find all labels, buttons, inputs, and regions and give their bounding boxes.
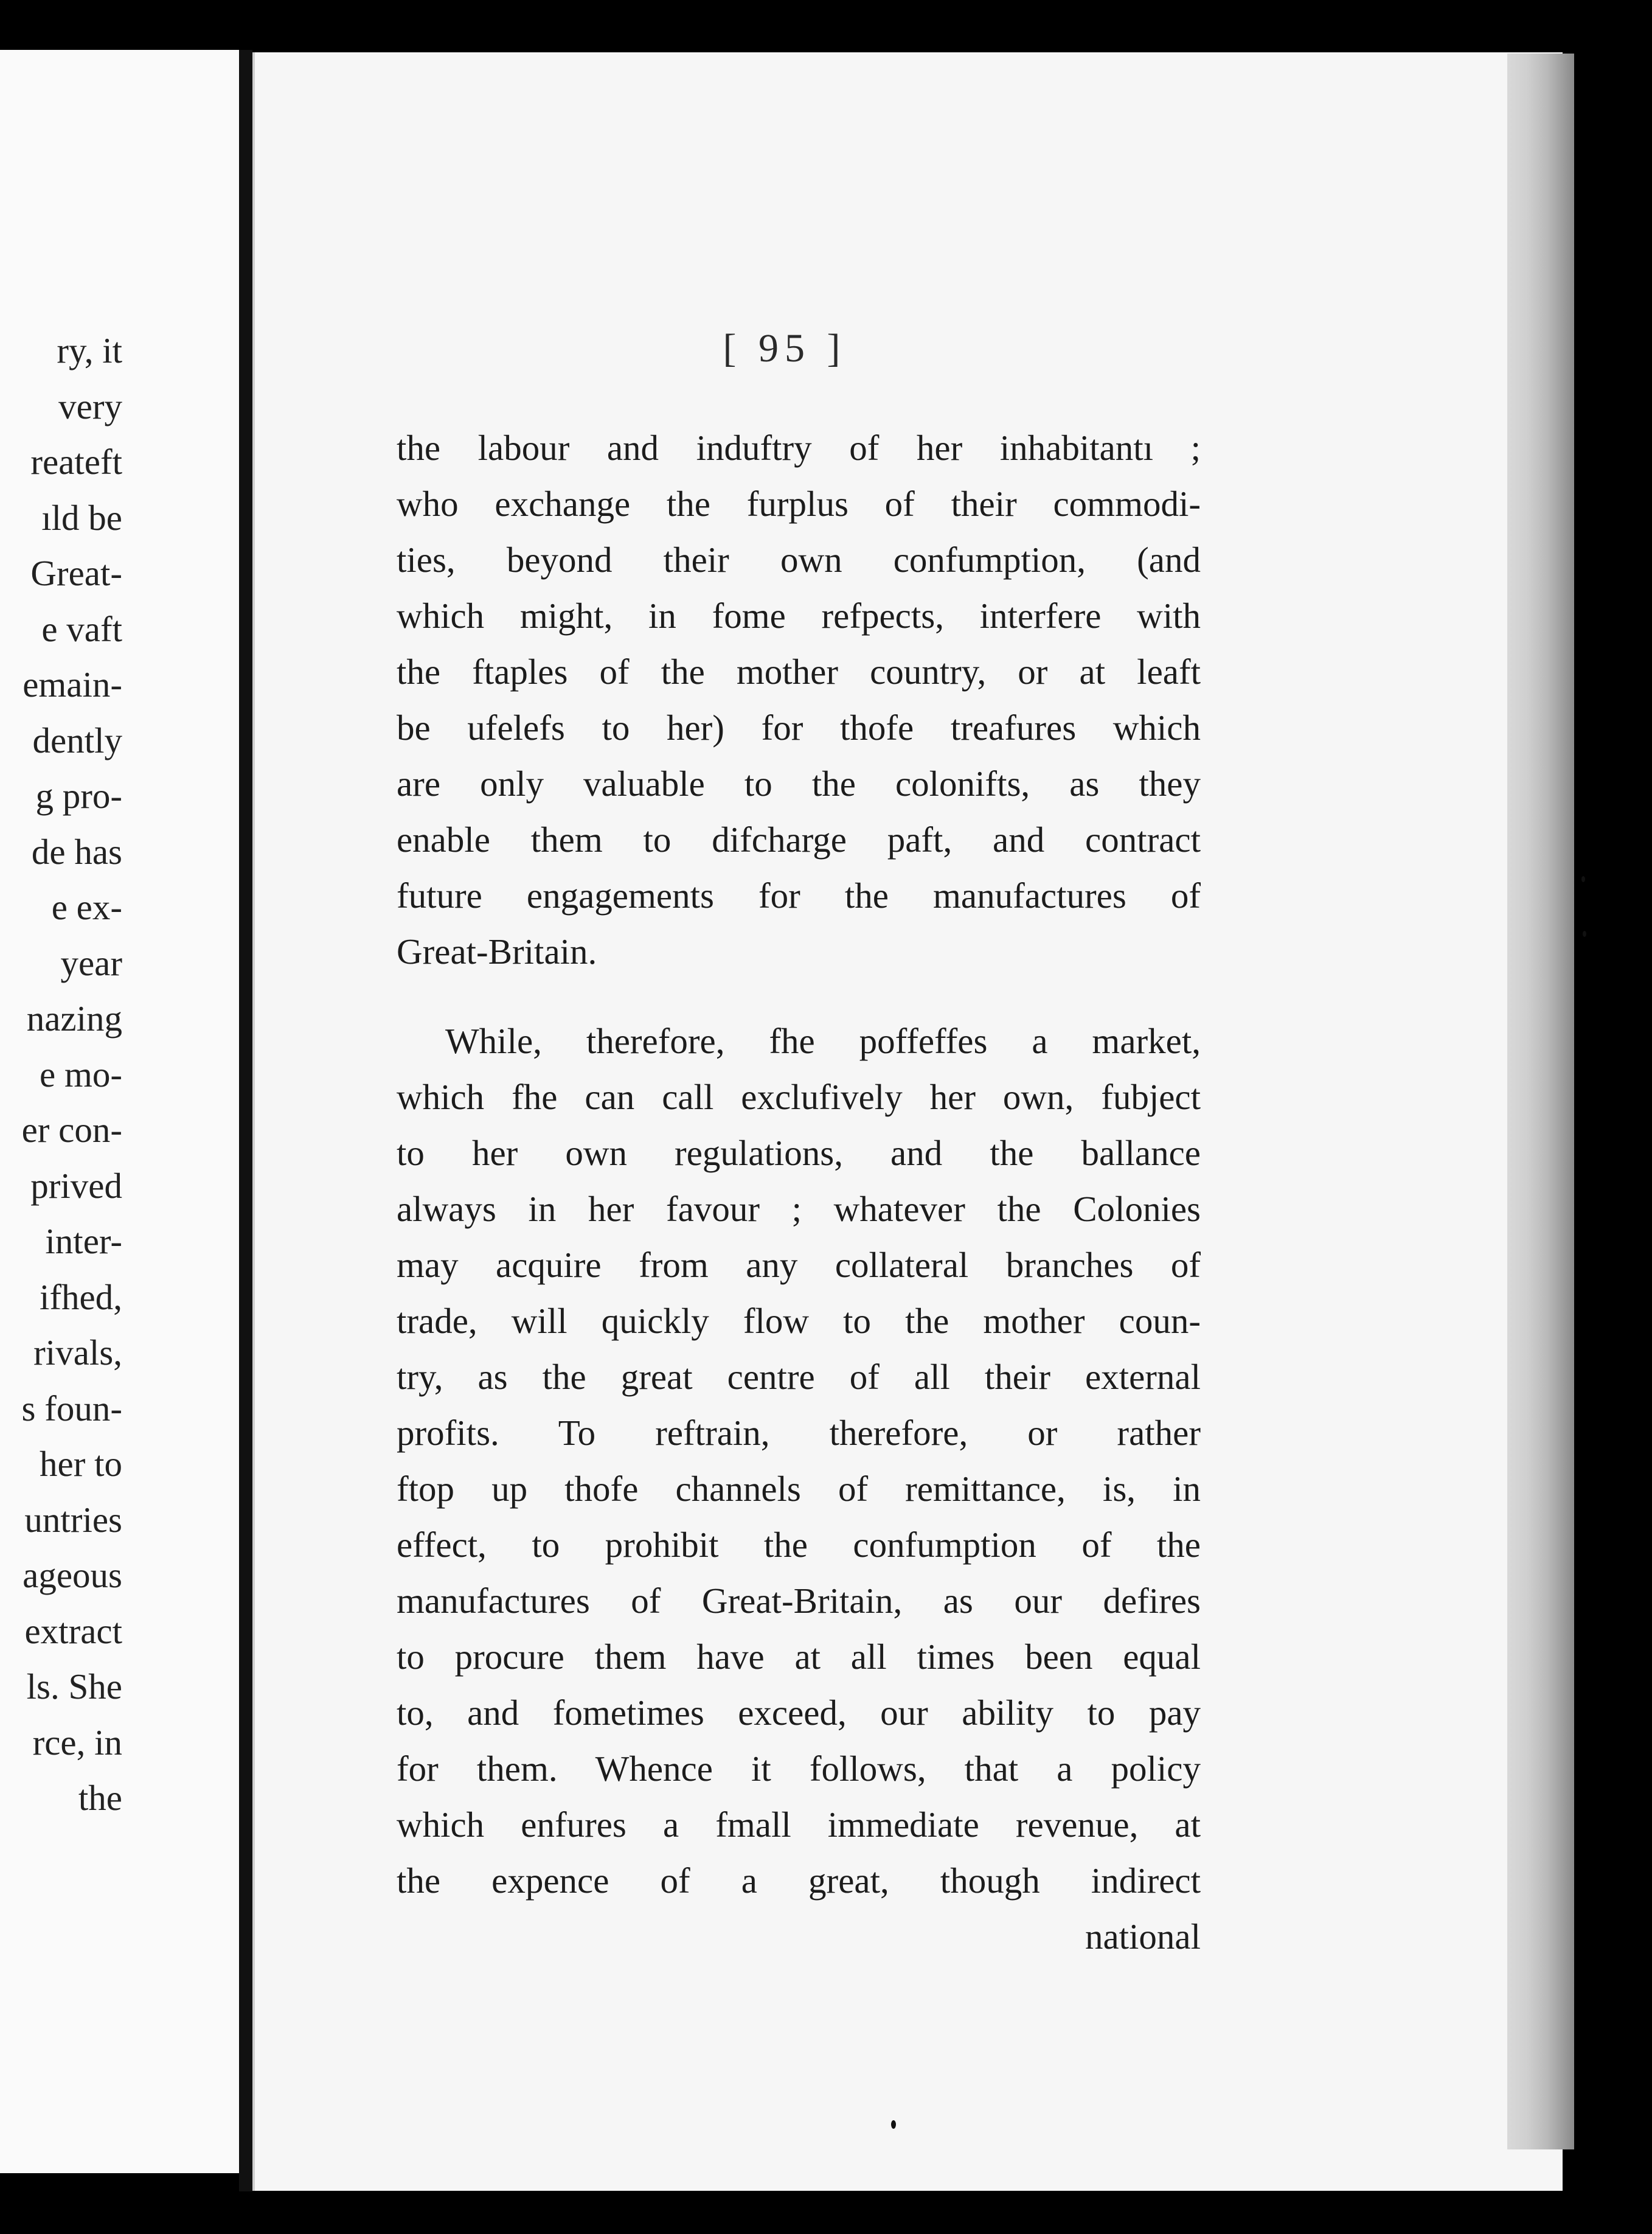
left-page-line: emain- bbox=[23, 664, 122, 705]
text-line: to procure them have at all times been equal bbox=[397, 1637, 1201, 1677]
left-page-line: untries bbox=[24, 1499, 122, 1540]
text-line: manufactures of Great-Britain, as our defires bbox=[397, 1581, 1201, 1621]
paragraph-2 bbox=[397, 1013, 1201, 1909]
left-page-line: s foun- bbox=[21, 1388, 122, 1428]
text-line: who exchange the furplus of their commodi- bbox=[397, 484, 1201, 524]
left-page-line: er con- bbox=[21, 1110, 122, 1150]
text-line: future engagements for the manufactures of bbox=[397, 875, 1201, 916]
left-page-line: Great- bbox=[30, 553, 122, 593]
text-line: Great-Britain. bbox=[397, 931, 597, 972]
text-line: try, as the great centre of all their external bbox=[397, 1357, 1201, 1397]
speck-mark bbox=[891, 2120, 896, 2129]
text-line: the expence of a great, though indirect bbox=[397, 1860, 1201, 1901]
left-page-line: ls. She bbox=[26, 1666, 122, 1707]
left-page-line: prived bbox=[30, 1165, 122, 1206]
left-page-line: the bbox=[78, 1778, 122, 1818]
left-page-line: ageous bbox=[23, 1555, 122, 1595]
paragraph-1 bbox=[397, 420, 1201, 980]
text-line: ftop up thofe channels of remittance, is, in bbox=[397, 1469, 1201, 1509]
left-page-line: e mo- bbox=[40, 1054, 122, 1094]
speck-mark bbox=[1581, 876, 1585, 882]
text-line: which fhe can call exclufively her own, fubject bbox=[397, 1077, 1201, 1117]
left-page-line: year bbox=[60, 942, 122, 983]
text-line: the labour and induftry of her inhabitantı ; bbox=[397, 428, 1201, 468]
page-text bbox=[397, 420, 1201, 1964]
text-line: enable them to difcharge paft, and contract bbox=[397, 819, 1201, 860]
catchword: national bbox=[1085, 1916, 1201, 1957]
left-page-line: inter- bbox=[45, 1221, 122, 1261]
page-number: [ 95 ] bbox=[723, 326, 847, 371]
left-page-line: rivals, bbox=[33, 1332, 122, 1373]
left-page-line: e ex- bbox=[51, 887, 122, 927]
text-line: effect, to prohibit the confumption of the bbox=[397, 1525, 1201, 1565]
text-line: are only valuable to the colonifts, as they bbox=[397, 764, 1201, 804]
text-line: for them. Whence it follows, that a policy bbox=[397, 1749, 1201, 1789]
text-line: to, and fometimes exceed, our ability to pay bbox=[397, 1693, 1201, 1733]
left-page-line: extract bbox=[24, 1610, 122, 1651]
text-line: ties, beyond their own confumption, (and bbox=[397, 540, 1201, 580]
page-edge-shadow bbox=[1507, 54, 1574, 2149]
speck-mark bbox=[1583, 931, 1586, 937]
left-page-line: rce, in bbox=[32, 1722, 122, 1762]
book-gutter bbox=[239, 50, 252, 2191]
left-page-line: reateft bbox=[30, 442, 122, 482]
left-page-line: her to bbox=[40, 1444, 122, 1484]
left-page-line: de has bbox=[31, 831, 122, 872]
text-line: may acquire from any collateral branches of bbox=[397, 1245, 1201, 1285]
text-line: to her own regulations, and the ballance bbox=[397, 1133, 1201, 1173]
text-line: the ftaples of the mother country, or at leaft bbox=[397, 652, 1201, 692]
left-page-line: g pro- bbox=[35, 776, 122, 816]
text-line: be ufelefs to her) for thofe treafures which bbox=[397, 708, 1201, 748]
left-page-line: ry, it bbox=[57, 330, 122, 371]
text-line: profits. To reftrain, therefore, or rather bbox=[397, 1413, 1201, 1453]
left-facing-page bbox=[0, 50, 241, 2173]
left-page-line: dently bbox=[32, 720, 122, 760]
text-line: which enfures a fmall immediate revenue, at bbox=[397, 1804, 1201, 1845]
left-page-line: very bbox=[58, 386, 122, 426]
left-page-line: ifhed, bbox=[40, 1276, 122, 1317]
left-page-line: e vaft bbox=[41, 608, 122, 649]
left-page-line: ıld be bbox=[41, 497, 122, 538]
text-line: which might, in fome refpects, interfere with bbox=[397, 596, 1201, 636]
left-page-line: nazing bbox=[26, 998, 122, 1039]
text-line: trade, will quickly flow to the mother coun- bbox=[397, 1301, 1201, 1341]
text-line: always in her favour ; whatever the Colonies bbox=[397, 1189, 1201, 1229]
text-line: While, therefore, fhe poffeffes a market, bbox=[445, 1021, 1201, 1061]
